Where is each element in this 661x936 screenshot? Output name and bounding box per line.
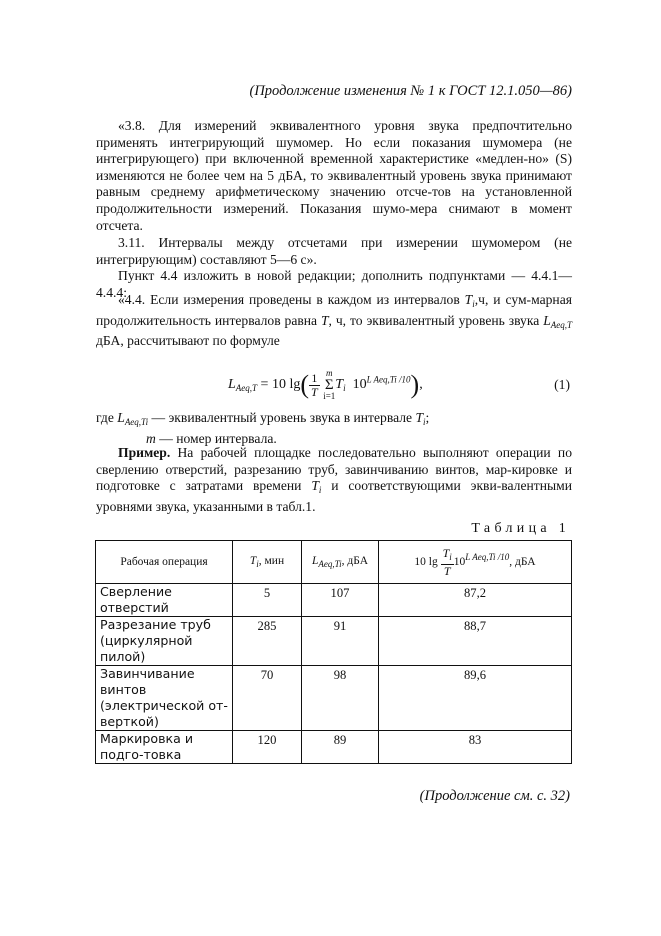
p44-start: «4.4. Если измерения проведены в каждом из интервалов [118, 292, 465, 307]
cell-time: 120 [233, 731, 302, 764]
cell-calc: 87,2 [379, 584, 572, 617]
formula-fraction: $\frac{1}{T}$ [311, 370, 318, 399]
cell-level: 91 [302, 617, 379, 666]
cell-operation: Маркировка и подго-товка [96, 731, 233, 764]
cell-calc: 83 [379, 731, 572, 764]
header-time: $T_i$, мин [233, 541, 302, 584]
table-row [96, 584, 572, 617]
table-header-row [96, 541, 572, 584]
cell-time: 285 [233, 617, 302, 666]
page-footer: (Продолжение см. с. 32) [419, 788, 570, 804]
p44-end: дБА, рассчитывают по формуле [96, 333, 280, 349]
table-title: Таблица 1 [471, 521, 570, 536]
paragraph-4-4 [96, 292, 572, 350]
paragraph-3-11 [96, 235, 572, 268]
header-operation: Рабочая операция [96, 541, 233, 584]
cell-calc: 89,6 [379, 666, 572, 731]
paragraph-3-8 [96, 118, 572, 234]
cell-operation: Разрезание труб (циркулярной пилой) [96, 617, 233, 666]
table-row [96, 731, 572, 764]
paragraph-3-8-text: «3.8. Для измерений эквивалентного уровня звука предпочтительно применять интегрирующий шумомер. Но если показания шумомера (не интегрирующего) при включенной временной характеристике «медлен-но» (S) изменяются не более чем на 5 дБА, то эквивалентный уровень звука принимают равным среднему арифметическому значению отсче-тов на установленной продолжительности измерений. Показания шумо-мера снимают в момент отсчета. [96, 118, 572, 233]
p44-var-t: T [320, 312, 329, 328]
cell-operation: Завинчивание винтов (электрической от-верткой) [96, 666, 233, 731]
formula-body: $L_{Aeq,T} = 10$ lg( $\frac{1}{T}$ m Σ i=1 $T_i$ $10^{L Aeq,Ti /10}$), [228, 368, 423, 401]
cell-time: 70 [233, 666, 302, 731]
table-row [96, 666, 572, 731]
example-paragraph: Пример. На рабочей площадке последовательно выполняют операции по сверлению отверстий, разрезанию труб, завинчиванию винтов, мар-кировке и подготовке с затратами времени $T_i$ и соответствующими экви-валентными уровнями звука, указанными в табл.1. [96, 445, 572, 514]
table-row [96, 617, 572, 666]
paragraph-3-11-text: 3.11. Интервалы между отсчетами при измерении шумомером (не интегрирующим) составляют 5—6 с». [96, 235, 572, 267]
formula-sum: m Σ i=1 [323, 368, 336, 401]
formula-number: (1) [554, 377, 570, 392]
cell-time: 5 [233, 584, 302, 617]
paragraph-4-4-intro-text: Пункт 4.4 изложить в новой редакции; дополнить подпунктами — 4.4.1—4.4.4: [96, 268, 572, 300]
where-clause: где $L_{Aeq,Ti}$ — эквивалентный уровень звука в интервале $T_i$; m — номер интервала. [96, 410, 430, 446]
cell-level: 98 [302, 666, 379, 731]
p44-var-laeq: $L_{Aeq,T}$ [543, 312, 572, 330]
p44-mid2: , ч, то эквивалентный уровень звука [328, 312, 544, 328]
cell-level: 107 [302, 584, 379, 617]
header-level: $L_{Aeq,Ti}$, дБА [302, 541, 379, 584]
example-label: Пример. [118, 445, 171, 460]
formula-1 [96, 365, 572, 405]
page-header: (Продолжение изменения № 1 к ГОСТ 12.1.050—86) [249, 83, 572, 99]
cell-level: 89 [302, 731, 379, 764]
cell-operation: Сверление отверстий [96, 584, 233, 617]
p44-mid1: ,ч, и сум-марная продолжительность интервалов равна [96, 292, 572, 328]
data-table [95, 540, 572, 764]
cell-calc: 88,7 [379, 617, 572, 666]
header-calc: 10 lg $\frac{T_i}{T}$ $10^{L Aeq,Ti /10}$, дБА [379, 541, 572, 584]
p44-var-ti: $T_i$ [464, 292, 475, 309]
